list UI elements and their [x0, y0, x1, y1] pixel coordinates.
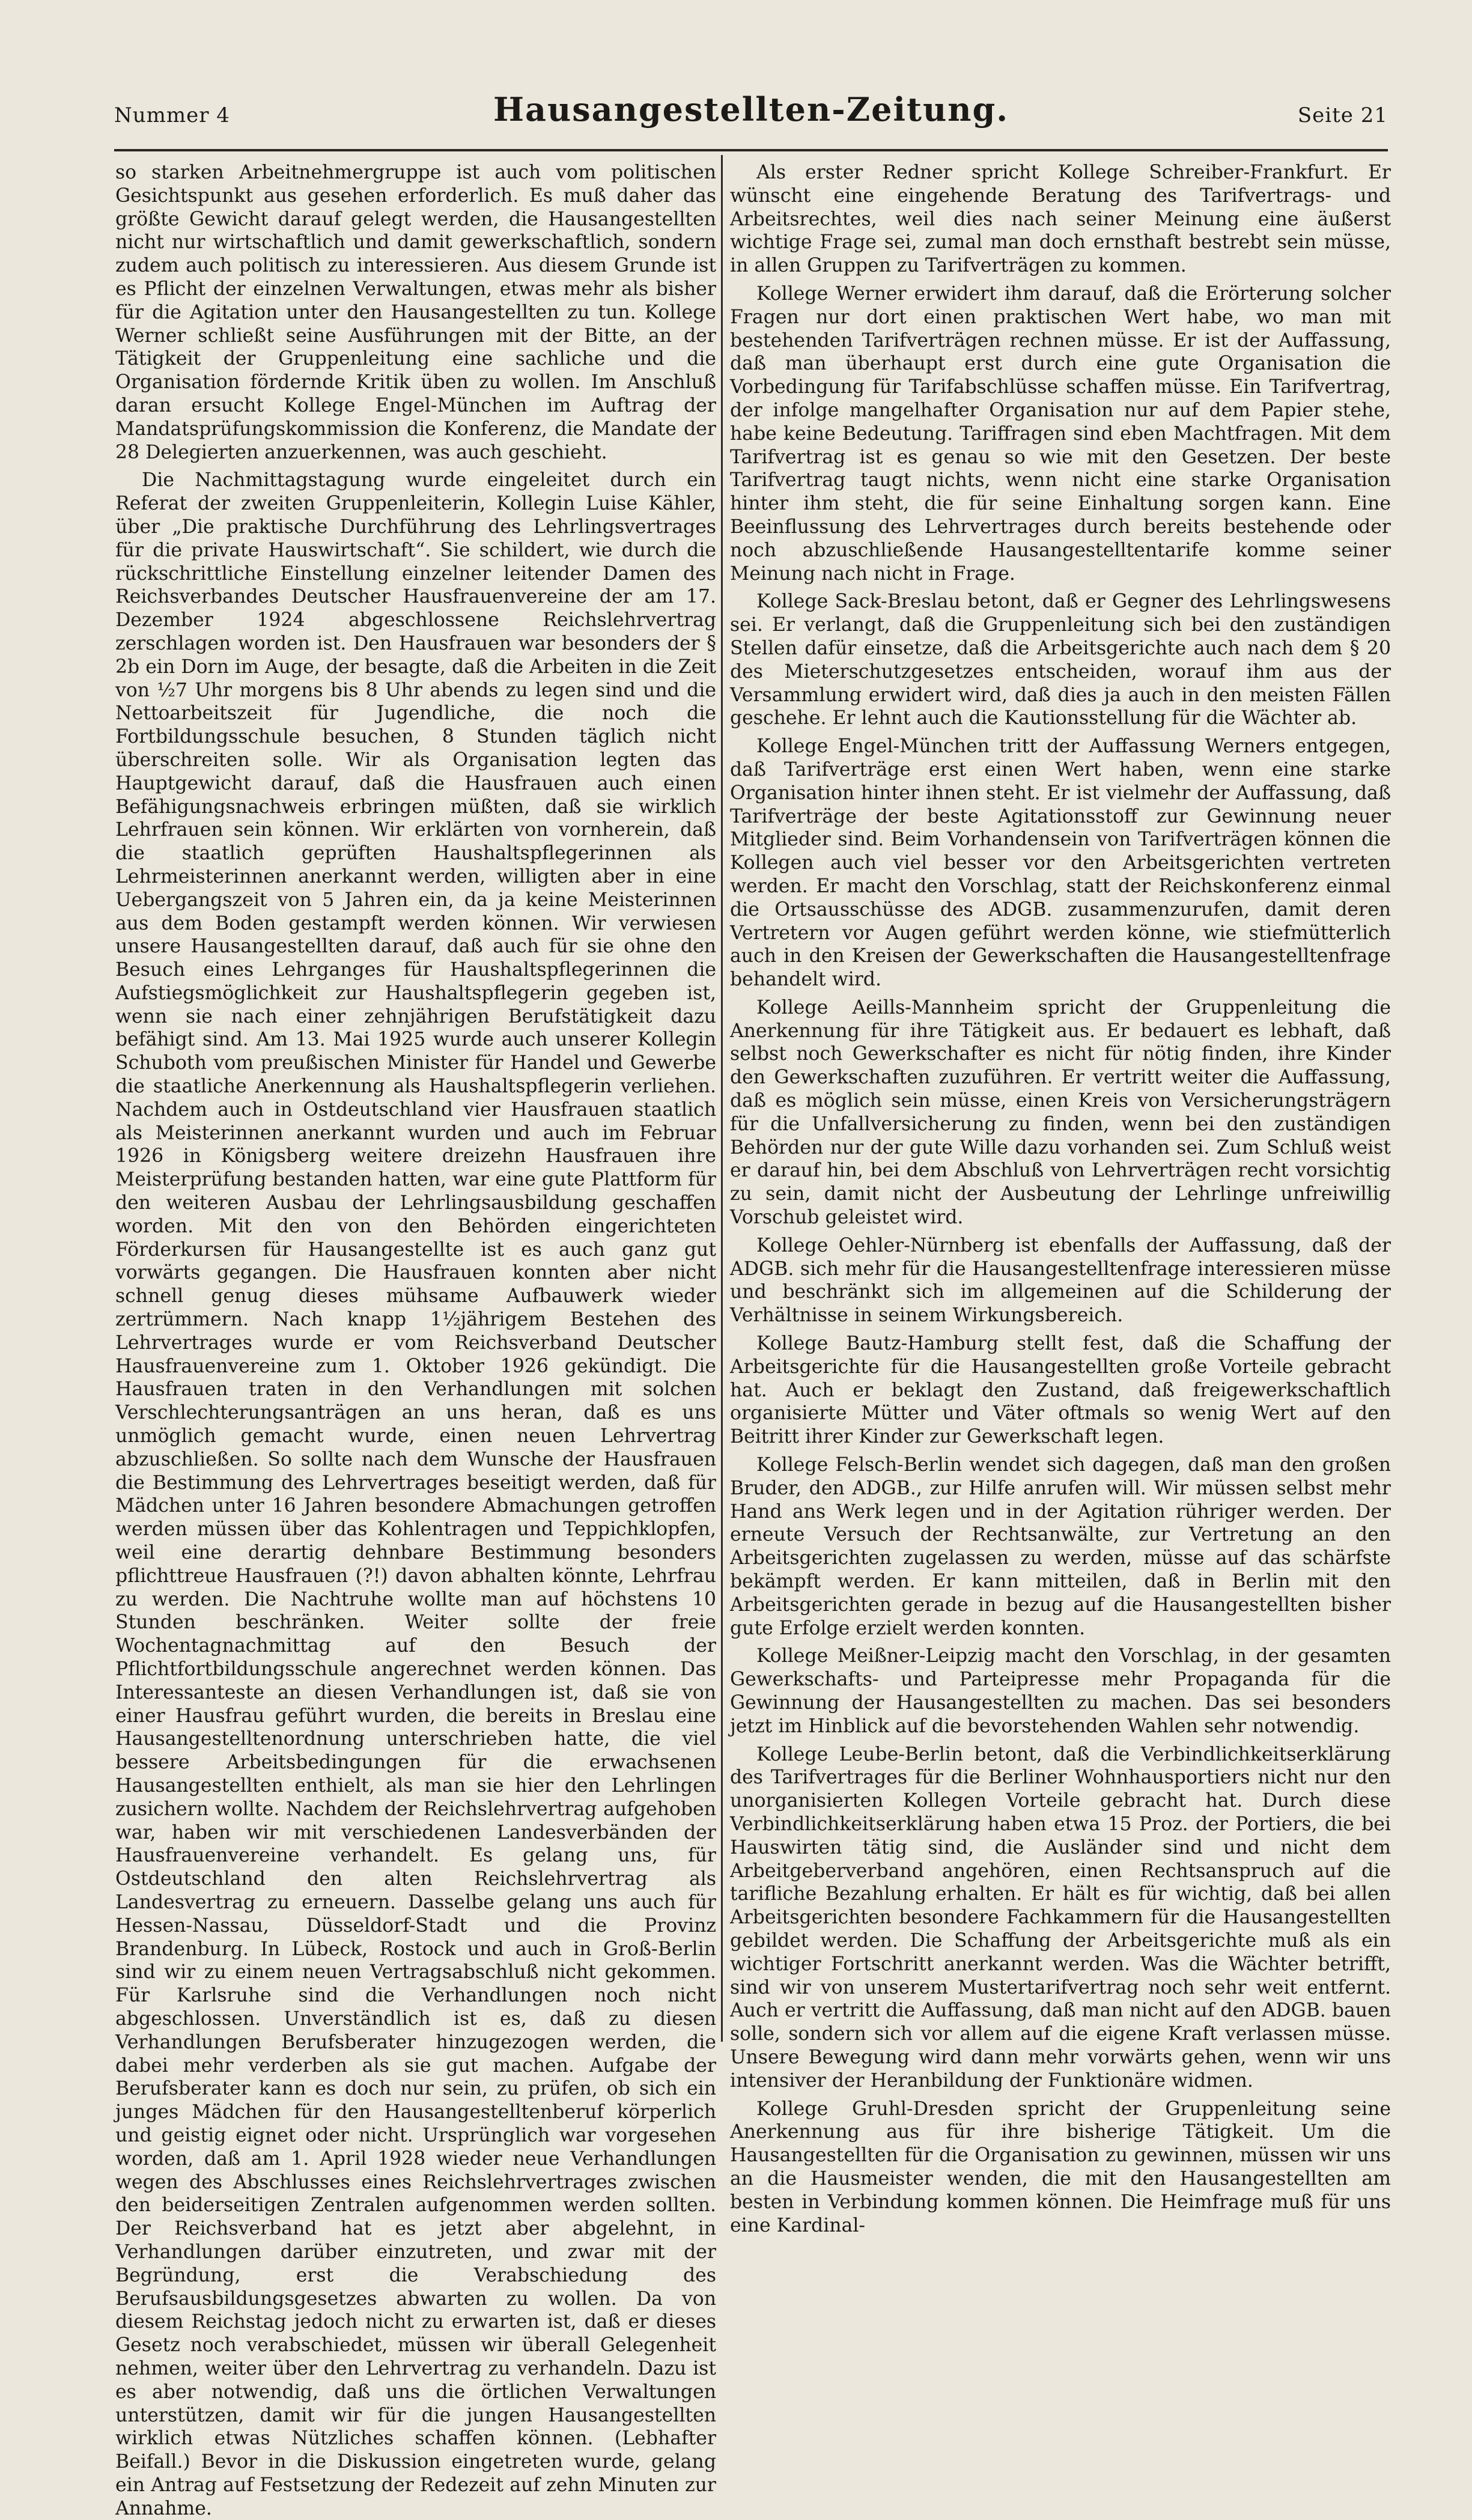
right-column — [730, 161, 1391, 2236]
paragraph: Kollege Gruhl-Dresden spricht der Gruppenleitung seine Anerkennung aus für ihre bisherige Tätigkeit. Um die Hausangestellten für die Organisation zu gewinnen, müssen wir uns an die Hausmeister wenden, die mit den Hausangestellten am besten in Verbindung kommen können. Die Heimfrage muß für uns eine Kardinal- — [730, 2098, 1391, 2236]
issue-number: Nummer 4 — [114, 103, 230, 127]
newspaper-title: Hausangestellten-Zeitung. — [493, 90, 1009, 129]
paragraph: Als erster Redner spricht Kollege Schreiber-Frankfurt. Er wünscht eine eingehende Beratung des Tarifvertrags- und Arbeitsrechtes, weil dies nach seiner Meinung eine äußerst wichtige Frage sei, zumal man doch ernsthaft bestrebt sein müsse, in allen Gruppen zu Tarifverträgen zu kommen. — [730, 162, 1391, 277]
page-number: Seite 21 — [1297, 103, 1388, 127]
column-divider — [721, 155, 723, 2042]
page-header — [114, 90, 1388, 138]
paragraph: Kollege Bautz-Hamburg stellt fest, daß die Schaffung der Arbeitsgerichte für die Hausangestellten große Vorteile gebracht hat. Auch er beklagt den Zustand, daß freigewerkschaftlich organisierte Mütter und Väter oftmals so wenig Wert auf den Beitritt ihrer Kinder zur Gewerkschaft legen. — [730, 1333, 1391, 1448]
paragraph: Kollege Werner erwidert ihm darauf, daß die Erörterung solcher Fragen nur dort einen praktischen Wert habe, wo man mit bestehenden Tarifverträgen rechnen müsse. Er ist der Auffassung, daß man überhaupt erst durch eine gute Organisation die Vorbedingung für Tarifabschlüsse schaffen müsse. Ein Tarifvertrag, der infolge mangelhafter Organisation nur auf dem Papier stehe, habe keine Bedeutung. Tariffragen sind eben Machtfragen. Mit dem Tarifvertrag ist es genau so wie mit den Gesetzen. Der beste Tarifvertrag taugt nichts, wenn nicht eine starke Organisation hinter ihm steht, die für seine Einhaltung sorgen kann. Eine Beeinflussung des Lehrvertrages durch bereits bestehende oder noch abzuschließende Hausangestelltentarife komme seiner Meinung nach nicht in Frage. — [730, 282, 1391, 585]
paragraph: Kollege Felsch-Berlin wendet sich dagegen, daß man den großen Bruder, den ADGB., zur Hilfe anrufen will. Wir müssen selbst mehr Hand ans Werk legen und in der Agitation rühriger werden. Der erneute Versuch der Rechtsanwälte, zur Vertretung an den Arbeitsgerichten zugelassen zu werden, müsse auf das schärfste bekämpft werden. Er kann mitteilen, daß in Berlin mit den Arbeitsgerichten gerade in bezug auf die Hausangestellten bisher gute Erfolge erzielt werden konnten. — [730, 1454, 1391, 1639]
paragraph: Kollege Leube-Berlin betont, daß die Verbindlichkeitserklärung des Tarifvertrages für die Berliner Wohnhausportiers nicht nur den unorganisierten Kollegen Vorteile gebracht hat. Durch diese Verbindlichkeitserklärung haben etwa 15 Proz. der Portiers, die bei Hauswirten tätig sind, die Ausländer sind und nicht dem Arbeitgeberverband angehören, einen Rechtsanspruch auf die tarifliche Bezahlung erhalten. Er hält es für wichtig, daß bei allen Arbeitsgerichten besondere Fachkammern für die Hausangestellten gebildet werden. Die Schaffung der Arbeitsgerichte muß als ein wichtiger Fortschritt anerkannt werden. Was die Wächter betrifft, sind wir von unserem Mustertarifvertrag noch sehr weit entfernt. Auch er vertritt die Auffassung, daß man nicht auf den ADGB. bauen solle, sondern sich vor allem auf die eigene Kraft verlassen müsse. Unsere Bewegung wird dann mehr vorwärts gehen, wenn wir uns intensiver der Heranbildung der Funktionäre widmen. — [730, 1743, 1391, 2092]
paragraph: Kollege Oehler-Nürnberg ist ebenfalls der Auffassung, daß der ADGB. sich mehr für die Hausangestelltenfrage interessieren müsse und beschränkt sich im allgemeinen auf die Schilderung der Verhältnisse in seinem Wirkungsbereich. — [730, 1234, 1391, 1327]
header-rule — [114, 149, 1388, 151]
paragraph: Kollege Sack-Breslau betont, daß er Gegner des Lehrlingswesens sei. Er verlangt, daß die Gruppenleitung sich bei den zuständigen Stellen dafür einsetze, daß die Arbeitsgerichte auch nach dem § 20 des Mieterschutzgesetzes entscheiden, worauf ihm aus der Versammlung erwidert wird, daß dies ja auch in den meisten Fällen geschehe. Er lehnt auch die Kautionsstellung für die Wächter ab. — [730, 591, 1391, 729]
paragraph: Kollege Engel-München tritt der Auffassung Werners entgegen, daß Tarifverträge erst einen Wert haben, wenn eine starke Organisation hinter ihnen steht. Er ist vielmehr der Auffassung, daß Tarifverträge der beste Agitationsstoff zur Gewinnung neuer Mitglieder sind. Beim Vorhandensein von Tarifverträgen können die Kollegen auch viel besser vor den Arbeitsgerichten vertreten werden. Er macht den Vorschlag, statt der Reichskonferenz einmal die Ortsausschüsse des ADGB. zusammenzurufen, damit deren Vertretern vor Augen geführt werden könne, wie stiefmütterlich auch in den Kreisen der Gewerkschaften die Hausangestelltenfrage behandelt wird. — [730, 735, 1391, 991]
paragraph: Kollege Meißner-Leipzig macht den Vorschlag, in der gesamten Gewerkschafts- und Parteipresse mehr Propaganda für die Gewinnung der Hausangestellten zu machen. Das sei besonders jetzt im Hinblick auf die bevorstehenden Wahlen sehr notwendig. — [730, 1645, 1391, 1737]
paragraph: Kollege Aeills-Mannheim spricht der Gruppenleitung die Anerkennung für ihre Tätigkeit aus. Er bedauert es lebhaft, daß selbst noch Gewerkschafter es nicht für nötig finden, ihre Kinder den Gewerkschaften zuzuführen. Er vertritt weiter die Auffassung, daß es möglich sein müsse, einen Kreis von Versicherungsträgern für die Unfallversicherung zu finden, wenn bei den zuständigen Behörden nur der gute Wille dazu vorhanden sei. Zum Schluß weist er darauf hin, bei dem Abschluß von Lehrverträgen recht vorsichtig zu sein, damit nicht der Ausbeutung der Lehrlinge unfreiwillig Vorschub geleistet wird. — [730, 996, 1391, 1229]
left-column — [115, 161, 716, 2519]
paragraph: Die Nachmittagstagung wurde eingeleitet durch ein Referat der zweiten Gruppenleiterin, Kollegin Luise Kähler, über „Die praktische Durchführung des Lehrlingsvertrages für die private Hauswirtschaft“. Sie schildert, wie durch die rückschrittliche Einstellung einzelner leitender Damen des Reichsverbandes Deutscher Hausfrauenvereine der am 17. Dezember 1924 abgeschlossene Reichslehrvertrag zerschlagen worden ist. Den Hausfrauen war besonders der § 2b ein Dorn im Auge, der besagte, daß die Arbeiten in die Zeit von ½7 Uhr morgens bis 8 Uhr abends zu legen sind und die Nettoarbeitszeit für Jugendliche, die noch die Fortbildungsschule besuchen, 8 Stunden täglich nicht überschreiten solle. Wir als Organisation legten das Hauptgewicht darauf, daß die Hausfrauen auch einen Befähigungsnachweis erbringen müßten, daß sie wirklich Lehrfrauen sein können. Wir erklärten von vornherein, daß die staatlich geprüften Haushaltspflegerinnen als Lehrmeisterinnen anerkannt werden, willigten aber in eine Uebergangszeit von 5 Jahren ein, da ja keine Meisterinnen aus dem Boden gestampft werden können. Wir verwiesen unsere Hausangestellten darauf, daß auch für sie ohne den Besuch eines Lehrganges für Haushaltspflegerinnen die Aufstiegsmöglichkeit zur Haushaltspflegerin gegeben ist, wenn sie nach einer zehnjährigen Berufstätigkeit dazu befähigt sind. Am 13. Mai 1925 wurde auch unserer Kollegin Schuboth vom preußischen Minister für Handel und Gewerbe die staatliche Anerkennung als Haushaltspflegerin verliehen. Nachdem auch in Ostdeutschland vier Hausfrauen staatlich als Meisterinnen anerkannt wurden und auch im Februar 1926 in Königsberg weitere dreizehn Hausfrauen ihre Meisterprüfung bestanden hatten, war eine gute Plattform für den weiteren Ausbau der Lehrlingsausbildung geschaffen worden. Mit den von den Behörden eingerichteten Förderkursen für Hausangestellte ist es auch ganz gut vorwärts gegangen. Die Hausfrauen konnten aber nicht schnell genug dieses mühsame Aufbauwerk wieder zertrümmern. Nach knapp 1½jährigem Bestehen des Lehrvertrages wurde er vom Reichsverband Deutscher Hausfrauenvereine zum 1. Oktober 1926 gekündigt. Die Hausfrauen traten in den Verhandlungen mit solchen Verschlechterungsanträgen an uns heran, daß es uns unmöglich gemacht wurde, einen neuen Lehrvertrag abzuschließen. So sollte nach dem Wunsche der Hausfrauen die Bestimmung des Lehrvertrages beseitigt werden, daß für Mädchen unter 16 Jahren besondere Abmachungen getroffen werden müssen über das Kohlentragen und Teppichklopfen, weil eine derartig dehnbare Bestimmung besonders pflichttreue Hausfrauen (?!) davon abhalten könnte, Lehrfrau zu werden. Die Nachtruhe wollte man auf höchstens 10 Stunden beschränken. Weiter sollte der freie Wochentagnachmittag auf den Besuch der Pflichtfortbildungsschule angerechnet werden können. Das Interessanteste an diesen Verhandlungen ist, daß sie von einer Hausfrau geführt wurden, die bereits in Breslau eine Hausangestelltenordnung unterschrieben hatte, die viel bessere Arbeitsbedingungen für die erwachsenen Hausangestellten enthielt, als man sie hier den Lehrlingen zusichern wollte. Nachdem der Reichslehrvertrag aufgehoben war, haben wir mit verschiedenen Landesverbänden der Hausfrauenvereine verhandelt. Es gelang uns, für Ostdeutschland den alten Reichslehrvertrag als Landesvertrag zu erneuern. Dasselbe gelang uns auch für Hessen-Nassau, Düsseldorf-Stadt und die Provinz Brandenburg. In Lübeck, Rostock und auch in Groß-Berlin sind wir zu einem neuen Vertragsabschluß nicht gekommen. Für Karlsruhe sind die Verhandlungen noch nicht abgeschlossen. Unverständlich ist es, daß zu diesen Verhandlungen Berufsberater hinzugezogen werden, die dabei mehr verderben als sie gut machen. Aufgabe der Berufsberater kann es doch nur sein, zu prüfen, ob sich ein junges Mädchen für den Hausangestelltenberuf körperlich und geistig eignet oder nicht. Ursprünglich war vorgesehen worden, daß am 1. April 1928 wieder neue Verhandlungen wegen des Abschlusses eines Reichslehrvertrages zwischen den beiderseitigen Zentralen aufgenommen werden sollten. Der Reichsverband hat es jetzt aber abgelehnt, in Verhandlungen darüber einzutreten, und zwar mit der Begründung, erst die Verabschiedung des Berufsausbildungsgesetzes abwarten zu wollen. Da von diesem Reichstag jedoch nicht zu erwarten ist, daß er dieses Gesetz noch verabschiedet, müssen wir überall Gelegenheit nehmen, weiter über den Lehrvertrag zu verhandeln. Dazu ist es aber notwendig, daß uns die örtlichen Verwaltungen unterstützen, damit wir für die jungen Hausangestellten wirklich etwas Nützliches schaffen können. (Lebhafter Beifall.) Bevor in die Diskussion eingetreten wurde, gelang ein Antrag auf Festsetzung der Redezeit auf zehn Minuten zur Annahme. — [115, 469, 716, 2519]
paragraph: so starken Arbeitnehmergruppe ist auch vom politischen Gesichtspunkt aus gesehen erforderlich. Es muß daher das größte Gewicht darauf gelegt werden, die Hausangestellten nicht nur wirtschaftlich und damit gewerkschaftlich, sondern zudem auch politisch zu interessieren. Aus diesem Grunde ist es Pflicht der einzelnen Verwaltungen, etwas mehr als bisher für die Agitation unter den Hausangestellten zu tun. Kollege Werner schließt seine Ausführungen mit der Bitte, an der Tätigkeit der Gruppenleitung eine sachliche und die Organisation fördernde Kritik üben zu wollen. Im Anschluß daran ersucht Kollege Engel-München im Auftrag der Mandatsprüfungskommission die Konferenz, die Mandate der 28 Delegierten anzuerkennen, was auch geschieht. — [115, 162, 716, 463]
